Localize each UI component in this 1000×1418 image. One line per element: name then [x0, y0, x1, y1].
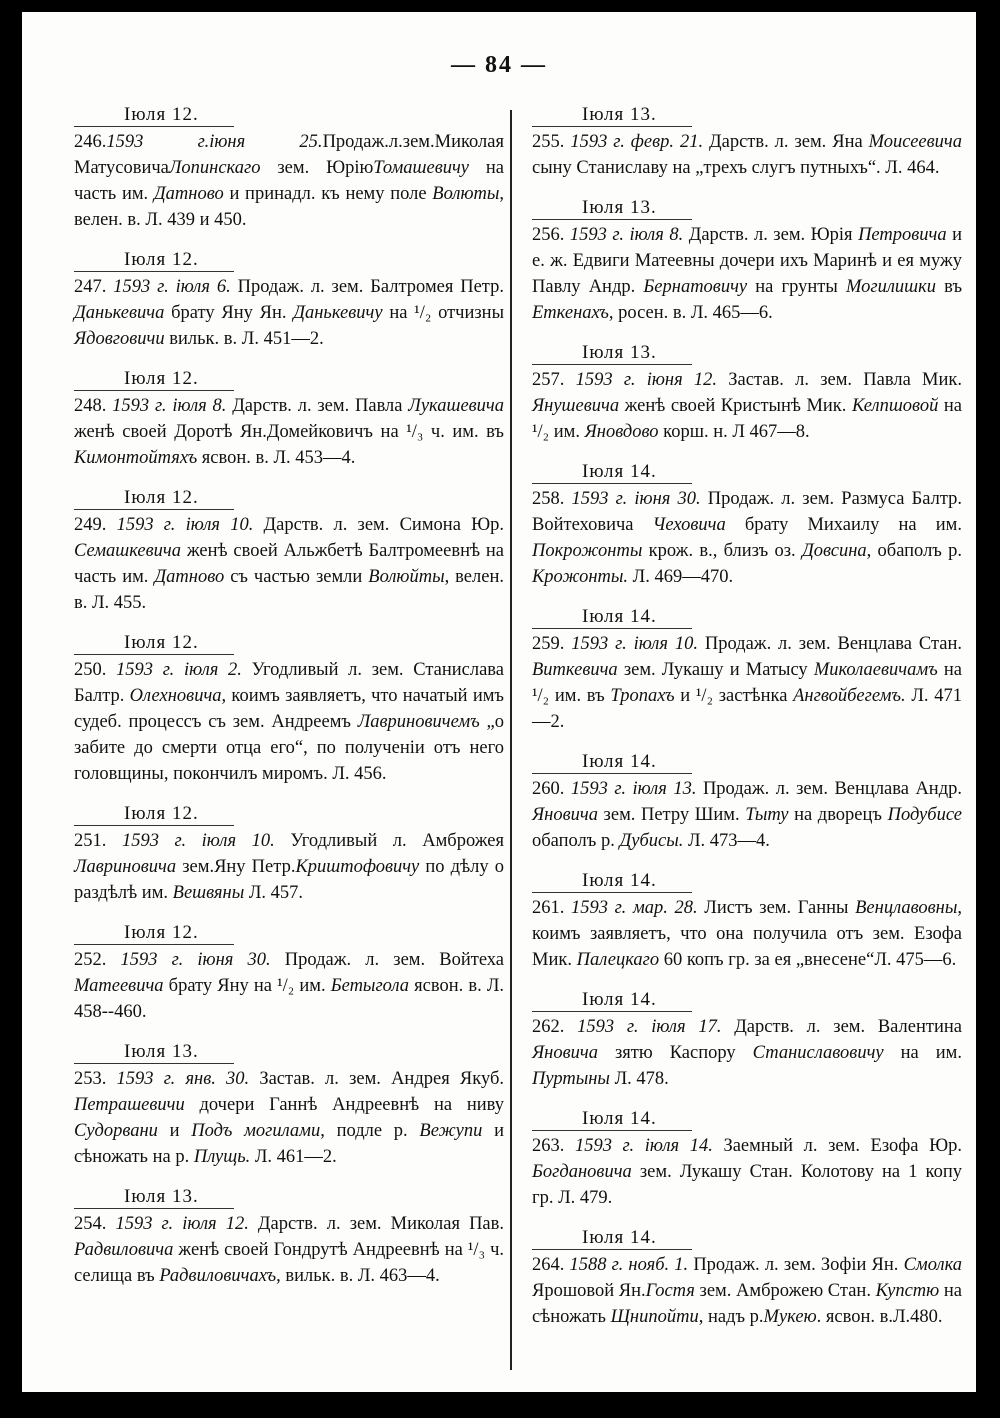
- entry-text-italic: Волюты: [432, 184, 500, 204]
- right-column: [532, 104, 962, 1346]
- entry-text-run: 249.: [74, 515, 117, 535]
- entry-text-italic: Лавриновичемъ: [357, 712, 480, 732]
- entry-text-run: Л. 457.: [244, 883, 304, 903]
- entry-text-italic: 1593 г. іюля 10.: [121, 831, 275, 851]
- entry-text-run: на им.: [883, 1043, 962, 1063]
- entry-text-italic: Ядовговичи: [74, 329, 165, 349]
- entry-text-italic: Моисеевича: [868, 132, 963, 152]
- entry-text-run: Л. 469—470.: [628, 567, 734, 587]
- entry-text: [532, 1014, 962, 1092]
- entry-text-italic: Тыту: [745, 805, 789, 825]
- entry: [532, 989, 962, 1092]
- entry: [532, 1227, 962, 1330]
- entry-text-run: Застав. л. зем. Андрея Якуб.: [249, 1069, 504, 1089]
- entry-text-run: ясвон. в. Л. 453—4.: [197, 448, 356, 468]
- entry-text-run: 253.: [74, 1069, 117, 1089]
- entry-text: [74, 512, 504, 616]
- entry-text: [74, 1211, 504, 1289]
- entry-text-italic: Покрожонты: [532, 541, 643, 561]
- entry-text-italic: Щнипойти: [610, 1307, 699, 1327]
- entry-text-run: и: [157, 1121, 192, 1141]
- entry-date: Іюля 13.: [74, 1186, 234, 1209]
- entry-date: Іюля 13.: [74, 1041, 234, 1064]
- entry-text-italic: Смолка: [903, 1255, 963, 1275]
- entry-text-run: , обаполъ р.: [866, 541, 962, 561]
- entry-text-run: , велен. в. Л. 439 и 450.: [74, 184, 504, 230]
- entry-text-run: „о забите до смерти отца его“, по полученіи отъ него головщины, покончилъ миромъ. Л. 456.: [74, 712, 504, 784]
- entry-text-italic: Вежупи: [419, 1121, 483, 1141]
- entry-text-run: ясвон. в. Л. 458--460.: [74, 976, 504, 1022]
- entry-date: Іюля 13.: [532, 342, 692, 365]
- entry-date: Іюля 12.: [74, 249, 234, 272]
- entry-text-run: Л. 471—2.: [532, 686, 962, 732]
- entry-text-italic: 1593 г. іюля 10.: [571, 634, 698, 654]
- entry-text-run: Листъ зем. Ганны: [697, 898, 856, 918]
- entry-text-italic: Ангвойбегемъ.: [793, 686, 906, 706]
- entry-date: Іюля 12.: [74, 487, 234, 510]
- entry-text-run: зем.Яну Петр.: [176, 857, 296, 877]
- entry-text-run: 247.: [74, 277, 114, 297]
- entry-text-italic: Семашкевича: [74, 541, 181, 561]
- entry-text: [532, 367, 962, 445]
- entry: [532, 1108, 962, 1211]
- entry-text-italic: 1593 г. янв. 30.: [116, 1069, 250, 1089]
- entry-text-run: 254.: [74, 1214, 116, 1234]
- entry-text-run: 256.: [532, 225, 570, 245]
- entry-text-run: и ¹/₂ застѣнка: [674, 686, 794, 706]
- entry-text-italic: Петрашевичи: [74, 1095, 185, 1115]
- entry-text-italic: Тропахъ: [610, 686, 675, 706]
- entry-text-run: Дарств. л. зем. Юрія: [683, 225, 859, 245]
- entry-text-run: дочери Ганнѣ Андреевнѣ на ниву: [184, 1095, 504, 1115]
- entry-text: [532, 129, 962, 181]
- entry-text-run: , вильк. в. Л. 463—4.: [276, 1266, 440, 1286]
- entry-text-italic: Крожонты.: [532, 567, 629, 587]
- entry-text-italic: Лавриновича: [74, 857, 177, 877]
- entry-text-run: 259.: [532, 634, 572, 654]
- entry-text-run: 260.: [532, 779, 571, 799]
- entry-text-run: обаполъ р.: [532, 831, 620, 851]
- entry-text-run: Продаж. л. зем. Зофіи Ян.: [688, 1255, 904, 1275]
- entry-text-italic: Янушевича: [532, 396, 620, 416]
- entry: [532, 104, 962, 181]
- entry-text-run: Л. 461—2.: [250, 1147, 337, 1167]
- entry-text-run: 250.: [74, 660, 117, 680]
- entry-date: Іюля 14.: [532, 1108, 692, 1131]
- entry-date: Іюля 13.: [532, 104, 692, 127]
- entry-text: [532, 222, 962, 326]
- entry-date: Іюля 14.: [532, 751, 692, 774]
- entry-text-run: брату Яну Ян.: [164, 303, 294, 323]
- entry-text-run: Заемный л. зем. Езофа Юр.: [712, 1136, 962, 1156]
- entry-text-run: Угодливый л. зем. Станислава Балтр.: [74, 660, 504, 706]
- entry-text-italic: 1593 г. іюля 2.: [116, 660, 242, 680]
- entry-text-run: . ясвон. в.Л.480.: [816, 1307, 943, 1327]
- entry-text-italic: Палецкаго: [576, 950, 660, 970]
- entry-text-run: 263.: [532, 1136, 575, 1156]
- entry: [74, 368, 504, 471]
- entry-text-italic: Кимонтойтяхъ: [74, 448, 198, 468]
- entry-text-run: Продаж. л. зем. Венцлава Андр.: [696, 779, 962, 799]
- entry-text-italic: Лопинскаго: [168, 158, 261, 178]
- entry-text-italic: 1593 г. іюля 12.: [115, 1214, 249, 1234]
- entry-text-italic: Радвиловича: [74, 1240, 174, 1260]
- entry-date: Іюля 14.: [532, 606, 692, 629]
- entry: [74, 922, 504, 1025]
- entry-text-italic: 1593 г. іюня 30.: [120, 950, 271, 970]
- entry-date: Іюля 12.: [74, 368, 234, 391]
- entry-text-italic: Подубисе: [887, 805, 963, 825]
- entry-text-run: женѣ своей Кристынѣ Мик.: [619, 396, 852, 416]
- entry-text-run: брату Яну на ¹/₂ им.: [163, 976, 331, 996]
- entry-date: Іюля 14.: [532, 989, 692, 1012]
- entry-text-run: Угодливый л. Амброжея: [274, 831, 504, 851]
- entry-text-run: 60 копъ гр. за ея „внесене“Л. 475—6.: [659, 950, 957, 970]
- entry-text-run: и е. ж. Едвиги Матеевны дочери ихъ Маринѣ и ея мужу Павлу Андр.: [532, 225, 963, 297]
- entry-text-run: Дарств. л. зем. Миколая Пав.: [248, 1214, 505, 1234]
- entry-text-run: 255.: [532, 132, 571, 152]
- entry-text-italic: Богдановича: [532, 1162, 632, 1182]
- entry-text-italic: 1593 г. мар. 28.: [571, 898, 698, 918]
- entry: [74, 487, 504, 616]
- entry-text-run: брату Михаилу на им.: [725, 515, 962, 535]
- entry-text-run: Дарств. л. зем. Симона Юр.: [253, 515, 504, 535]
- entry-text-run: на ¹/₂ им. въ: [532, 660, 962, 706]
- entry-text-italic: Волюйты: [368, 567, 445, 587]
- entry-text-run: на ¹/₂ им.: [532, 396, 962, 442]
- entry-text-run: Продаж. л. зем. Войтеха: [270, 950, 505, 970]
- entry-text-italic: Пуртыны: [532, 1069, 610, 1089]
- entry-text-italic: Данькевичу: [293, 303, 383, 323]
- entry-text-run: на сѣножать: [532, 1281, 962, 1327]
- entry-text-italic: 1593 г. февр. 21.: [570, 132, 704, 152]
- entry-text-run: въ: [936, 277, 963, 297]
- entry-text-run: корш. н. Л 467—8.: [658, 422, 810, 442]
- entry-text: [74, 393, 504, 471]
- entry-text-italic: 1593 г. іюня 30.: [571, 489, 701, 509]
- entry-text-run: на часть им.: [74, 158, 504, 204]
- entry-text-italic: 1593 г. іюля 8.: [112, 396, 227, 416]
- entry-text-italic: Дубисы.: [619, 831, 684, 851]
- left-column: [74, 104, 504, 1305]
- entry-text: [74, 828, 504, 906]
- entry-text-italic: Плущь.: [193, 1147, 251, 1167]
- entry-text-italic: Купстю: [875, 1281, 940, 1301]
- column-divider: [510, 110, 512, 1370]
- entry: [532, 606, 962, 735]
- entry-text-run: зем. Петру Шим.: [597, 805, 746, 825]
- entry: [532, 197, 962, 326]
- entry-text: [532, 776, 962, 854]
- entry-text-run: 246.: [74, 132, 107, 152]
- entry-text-italic: Радвиловичахъ: [159, 1266, 277, 1286]
- entry-text-run: и сѣножать на р.: [74, 1121, 504, 1167]
- entry-text-italic: 1593 г. іюля 14.: [574, 1136, 713, 1156]
- entry: [74, 1041, 504, 1170]
- entry: [532, 461, 962, 590]
- entry-text-italic: 1593 г. іюля 13.: [570, 779, 697, 799]
- entry-text-italic: Довсина: [801, 541, 867, 561]
- entry-text-italic: Келпшовой: [851, 396, 939, 416]
- entry-text-italic: Миколаевичамъ: [813, 660, 938, 680]
- entry-text-italic: Датново: [153, 184, 224, 204]
- entry-text-italic: Судорвани: [74, 1121, 158, 1141]
- entry-text-run: женѣ своей Доротѣ Ян.Домейковичъ на ¹/₃ ч. им. въ: [74, 422, 504, 442]
- entry-text-italic: Яновича: [532, 1043, 598, 1063]
- entry-text-run: 252.: [74, 950, 121, 970]
- entry-text-italic: Петровича: [858, 225, 947, 245]
- entry: [74, 632, 504, 787]
- entry-text-run: , подле р.: [320, 1121, 420, 1141]
- entry-text-italic: Матеевича: [74, 976, 164, 996]
- entry-text-run: зятю Каспору: [597, 1043, 753, 1063]
- entry: [74, 249, 504, 352]
- entry-text-italic: Лукашевича: [408, 396, 505, 416]
- entry-text-run: по дѣлу о раздѣлѣ им.: [74, 857, 504, 903]
- entry-text-run: зем. Лукашу Стан. Колотову на 1 копу гр. Л. 479.: [532, 1162, 962, 1208]
- entry-text-italic: Яновича: [532, 805, 598, 825]
- document-page: [22, 12, 976, 1392]
- entry-text-italic: Виткевича: [532, 660, 618, 680]
- entry-text-italic: Данькевича: [74, 303, 165, 323]
- entry-text-run: Застав. л. зем. Павла Мик.: [717, 370, 963, 390]
- entry-text-run: Продаж. л. зем. Венцлава Стан.: [697, 634, 962, 654]
- entry-text-italic: Бетыгола: [330, 976, 410, 996]
- entry-text-italic: Чеховича: [652, 515, 726, 535]
- entry-text: [532, 895, 962, 973]
- entry-text-italic: Вешвяны: [172, 883, 245, 903]
- entry-date: Іюля 14.: [532, 870, 692, 893]
- entry-text-run: крож. в., близъ оз.: [642, 541, 802, 561]
- entry-text-run: съ частью земли: [224, 567, 369, 587]
- entry-text-run: 257.: [532, 370, 576, 390]
- entry-text-italic: Бернатовичу: [643, 277, 748, 297]
- entry-date: Іюля 14.: [532, 461, 692, 484]
- entry-text-italic: Могилишки: [845, 277, 937, 297]
- entry: [532, 751, 962, 854]
- entry-text-run: женѣ своей Альжбетѣ Балтромеевнѣ на часть им.: [74, 541, 504, 587]
- entry-text-italic: 1593 г. іюля 8.: [569, 225, 684, 245]
- entry-text-run: Л. 478.: [609, 1069, 669, 1089]
- entry-text-run: Ярошовой Ян.: [532, 1281, 646, 1301]
- entry-text-run: , велен. в. Л. 455.: [74, 567, 504, 613]
- entry-text-run: на ¹/₂ отчизны: [382, 303, 505, 323]
- entry-text-italic: 1593 г. іюля 6.: [113, 277, 231, 297]
- entry-text-italic: Станиславовичу: [752, 1043, 884, 1063]
- entry-text-run: Продаж. л. зем. Размуса Балтр. Войтеховича: [532, 489, 963, 535]
- entry-text-run: и принадл. къ нему поле: [223, 184, 433, 204]
- entry-text-run: Дарств. л. зем. Яна: [703, 132, 869, 152]
- entry-text: [74, 129, 504, 233]
- entry-text: [532, 486, 962, 590]
- entry-text: [532, 1133, 962, 1211]
- entry-text: [74, 1066, 504, 1170]
- entry-text-run: 248.: [74, 396, 113, 416]
- entry-text-run: Продаж.л.зем.Миколая Матусовича: [74, 132, 504, 178]
- entry-text-run: Дарств. л. зем. Павла: [226, 396, 409, 416]
- entry-text-italic: Яновдово: [584, 422, 659, 442]
- entry-text-run: 258.: [532, 489, 572, 509]
- entry-text-run: 251.: [74, 831, 122, 851]
- entry-text-run: женѣ своей Гондрутѣ Андреевнѣ на ¹/₃ ч. селища въ: [74, 1240, 504, 1286]
- entry-text-run: на грунты: [747, 277, 846, 297]
- entry-text-run: 261.: [532, 898, 572, 918]
- entry-text-italic: 1588 г. нояб. 1.: [569, 1255, 689, 1275]
- entry: [532, 870, 962, 973]
- entry-text-italic: Подъ могилами: [191, 1121, 321, 1141]
- entry-text-italic: Еткенахъ: [532, 303, 609, 323]
- entry-text: [532, 631, 962, 735]
- entry-date: Іюля 12.: [74, 803, 234, 826]
- entry-text-italic: 1593 г. іюля 10.: [116, 515, 254, 535]
- entry: [532, 342, 962, 445]
- entry-text-italic: 1593 г.іюня 25.: [106, 132, 323, 152]
- entry-text: [74, 657, 504, 787]
- entry-text-run: , надъ р.: [698, 1307, 764, 1327]
- entry-date: Іюля 12.: [74, 632, 234, 655]
- entry: [74, 104, 504, 233]
- entry-text-run: зем. Лукашу и Матысу: [617, 660, 814, 680]
- entry-text-run: Л. 473—4.: [683, 831, 770, 851]
- entry-date: Іюля 12.: [74, 922, 234, 945]
- entry-text-italic: Мукею: [763, 1307, 817, 1327]
- entry-text-run: , коимъ заявляетъ, что начатый имъ судеб. процессъ съ зем. Андреемъ: [74, 686, 504, 732]
- entry-text-run: 262.: [532, 1017, 578, 1037]
- entry: [74, 803, 504, 906]
- entry-text-italic: Олехновича: [129, 686, 222, 706]
- entry-date: Іюля 14.: [532, 1227, 692, 1250]
- entry-text-run: на дворецъ: [788, 805, 888, 825]
- entry-text: [532, 1252, 962, 1330]
- entry-text-italic: 1593 г. іюня 12.: [575, 370, 718, 390]
- entry-text-run: сыну Станиславу на „трехъ слугъ путныхъ“. Л. 464.: [532, 158, 940, 178]
- entry-text-italic: Гостя: [645, 1281, 695, 1301]
- entry-text-run: зем. Юрію: [260, 158, 374, 178]
- entry-text: [74, 947, 504, 1025]
- entry-text-italic: Датново: [154, 567, 225, 587]
- entry-text-run: Дарств. л. зем. Валентина: [721, 1017, 962, 1037]
- entry-date: Іюля 12.: [74, 104, 234, 127]
- entry: [74, 1186, 504, 1289]
- entry-text-italic: Венцлавовны: [855, 898, 958, 918]
- entry-text: [74, 274, 504, 352]
- entry-text-run: Продаж. л. зем. Балтромея Петр.: [230, 277, 504, 297]
- entry-text-run: вильк. в. Л. 451—2.: [164, 329, 324, 349]
- entry-date: Іюля 13.: [532, 197, 692, 220]
- entry-text-run: 264.: [532, 1255, 570, 1275]
- entry-text-italic: Томашевичу: [373, 158, 470, 178]
- entry-text-italic: Криштофовичу: [295, 857, 420, 877]
- entry-text-run: , росен. в. Л. 465—6.: [608, 303, 773, 323]
- entry-text-run: , коимъ заявляетъ, что она получила отъ зем. Езофа Мик.: [532, 898, 963, 970]
- page-number: — 84 —: [451, 52, 547, 78]
- entry-text-italic: 1593 г. іюля 17.: [577, 1017, 722, 1037]
- entry-text-run: зем. Амброжею Стан.: [694, 1281, 876, 1301]
